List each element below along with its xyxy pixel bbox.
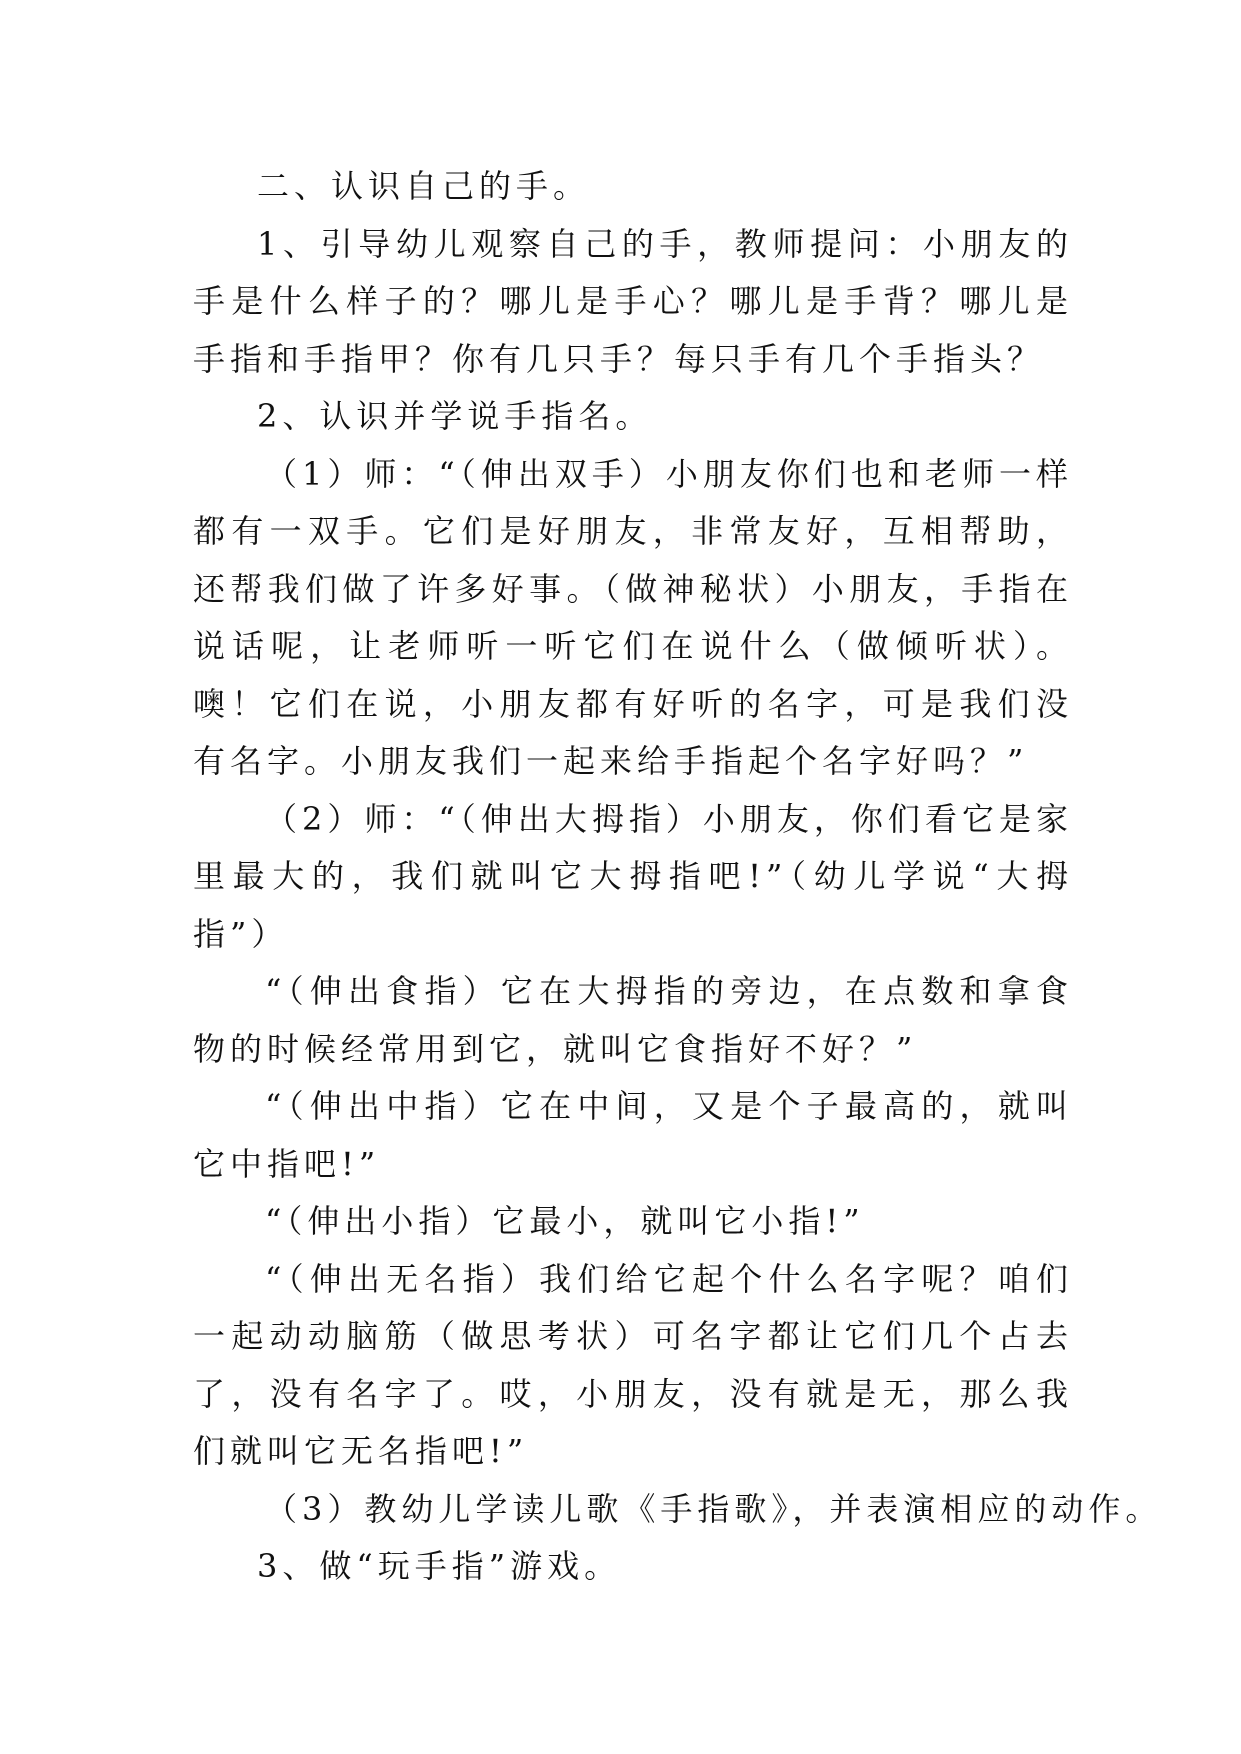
section-heading: 二、认识自己的手。: [257, 167, 591, 205]
paragraph-step-3: （3）教幼儿学读儿歌《手指歌》，并表演相应的动作。: [265, 1489, 1163, 1528]
paragraph-step-2: （2）师：“（伸出大拇指）小朋友，你们看它是家里最大的，我们就叫它大拇指吧!”（幼儿学说“大拇指”）: [193, 799, 1073, 953]
paragraph-observe-hands: 1、引导幼儿观察自己的手，教师提问：小朋友的手是什么样子的？哪儿是手心？哪儿是手背？哪儿是手指和手指甲？你有几只手？每只手有几个手指头？: [193, 224, 1073, 378]
paragraph-index-finger: “（伸出食指）它在大拇指的旁边，在点数和拿食物的时候经常用到它，就叫它食指好不好？”: [193, 972, 1073, 1068]
paragraph-ring-finger: “（伸出无名指）我们给它起个什么名字呢？咱们一起动动脑筋（做思考状）可名字都让它们几个占去了，没有名字了。哎，小朋友，没有就是无，那么我们就叫它无名指吧!”: [193, 1259, 1073, 1470]
paragraph-little-finger: “（伸出小指）它最小，就叫它小指!”: [265, 1202, 865, 1240]
paragraph-middle-finger: “（伸出中指）它在中间，又是个子最高的，就叫它中指吧!”: [193, 1087, 1073, 1183]
paragraph-learn-finger-names: 2、认识并学说手指名。: [257, 397, 653, 435]
document-body: [193, 158, 1163, 1596]
paragraph-step-1: （1）师：“（伸出双手）小朋友你们也和老师一样都有一双手。它们是好朋友，非常友好，互相帮助，还帮我们做了许多好事。（做神秘状）小朋友，手指在说话呢，让老师听一听它们在说什么（做倾听状）。噢！它们在说，小朋友都有好听的名字，可是我们没有名字。小朋友我们一起来给手指起个名字好吗？”: [193, 454, 1073, 780]
paragraph-finger-game: 3、做“玩手指”游戏。: [257, 1547, 622, 1585]
